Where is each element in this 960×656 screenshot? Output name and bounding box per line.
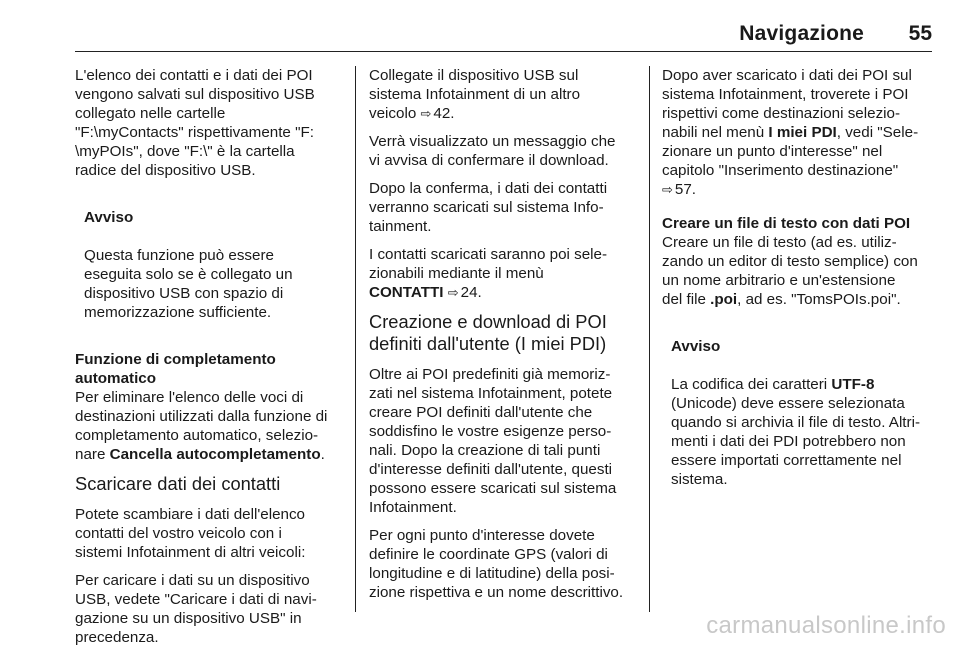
notice-title: Avviso (671, 338, 721, 355)
column-divider-2 (649, 66, 650, 612)
paragraph (369, 66, 637, 123)
column-divider-1 (355, 66, 356, 612)
subheading: Funzione di completamento automatico (75, 351, 276, 387)
header-divider (75, 51, 932, 52)
text: I contatti scaricati saranno poi sele- zionabili mediante il menù (369, 246, 608, 282)
menu-item-ref: I miei PDI (768, 124, 837, 141)
encoding-name: UTF-8 (831, 376, 875, 393)
paragraph: Per ogni punto d'interesse dovete definire le coordinate GPS (valori di longitudine e di latitudine) della posi- zione rispettiva e un nome descrittivo. (369, 527, 624, 601)
page-ref-arrow-icon: ⇨ (420, 106, 432, 121)
paragraph: Verrà visualizzato un messaggio che vi avvisa di confermare il download. (369, 133, 616, 169)
column-3 (662, 66, 934, 517)
text: , ad es. "TomsPOIs.poi". (737, 291, 901, 308)
notice-title: Avviso (84, 209, 134, 226)
page-ref-arrow-icon: ⇨ (447, 285, 459, 300)
notice-box (671, 318, 934, 508)
text: (Unicode) deve essere selezionata quando si archivia il file di testo. Altri- menti i dati dei PDI potrebbero non essere importati correttamente nel sistema. (671, 395, 921, 488)
page-number: 55 (908, 22, 932, 45)
page-ref-arrow-icon: ⇨ (662, 182, 673, 197)
text: , vedi "Sele- zionare un punto d'interesse" nel capitolo "Inserimento destinazione" (662, 124, 919, 179)
page-ref: 42. (433, 105, 455, 122)
notice-text: Questa funzione può essere eseguita solo se è collegato un dispositivo USB con spazio di memorizzazione sufficiente. (84, 247, 293, 321)
menu-item-ref: Cancella autocompletamento (109, 446, 321, 463)
notice-box (84, 189, 347, 341)
section-heading: Creazione e download di POI definiti dall'utente (I miei PDI) (369, 311, 607, 354)
page-ref: 24. (460, 284, 482, 301)
file-extension: .poi (710, 291, 738, 308)
text: Per eliminare l'elenco delle voci di destinazioni utilizzati dalla funzione di completamento automatico, selezio- nare (75, 389, 328, 463)
paragraph: Oltre ai POI predefiniti già memoriz- zati nel sistema Infotainment, potete creare POI definiti dall'utente che soddisfino le vostre esigenze perso- nali. Dopo la creazione di tali punti d'interesse definiti dall'utente, questi possono essere scaricati sul sistema Infotainment. (369, 366, 617, 516)
column-2 (369, 66, 637, 611)
paragraph: L'elenco dei contatti e i dati dei POI vengono salvati sul dispositivo USB collegato nelle cartelle "F:\myContacts" rispettivamente "F: \myPOIs", dove "F:\" è la cartella radice del dispositivo USB. (75, 67, 315, 179)
text: . (320, 446, 325, 463)
text: Creare un file di testo (ad es. utiliz- zando un editor di testo semplice) con un nome arbitrario e un'estensione del file (662, 234, 918, 308)
menu-item-ref: CONTATTI (369, 284, 444, 301)
paragraph: Dopo la conferma, i dati dei contatti verranno scaricati sul sistema Info- tainment. (369, 180, 608, 235)
section-title: Navigazione (739, 22, 864, 45)
column-1 (75, 66, 347, 656)
paragraph (662, 66, 934, 199)
paragraph (75, 388, 347, 464)
subheading: Creare un file di testo con dati POI (662, 215, 911, 232)
section-heading: Scaricare dati dei contatti (75, 473, 281, 494)
text: La codifica dei caratteri (671, 376, 832, 393)
notice-text (671, 375, 934, 489)
paragraph: Potete scambiare i dati dell'elenco contatti del vostro veicolo con i sistemi Infotainment di altri veicoli: (75, 506, 306, 561)
paragraph (662, 233, 934, 309)
paragraph (369, 245, 637, 302)
text: Dopo aver scaricato i dati dei POI sul sistema Infotainment, troverete i POI rispettivi come destinazioni selezio- nabili nel menù (662, 67, 912, 141)
paragraph: Per caricare i dati su un dispositivo USB, vedete "Caricare i dati di navi- gazione su un dispositivo USB" in precedenza. (75, 572, 317, 646)
text: Collegate il dispositivo USB sul sistema Infotainment di un altro veicolo (369, 67, 581, 122)
page-ref: 57. (674, 181, 697, 198)
watermark: carmanualsonline.info (706, 612, 946, 639)
